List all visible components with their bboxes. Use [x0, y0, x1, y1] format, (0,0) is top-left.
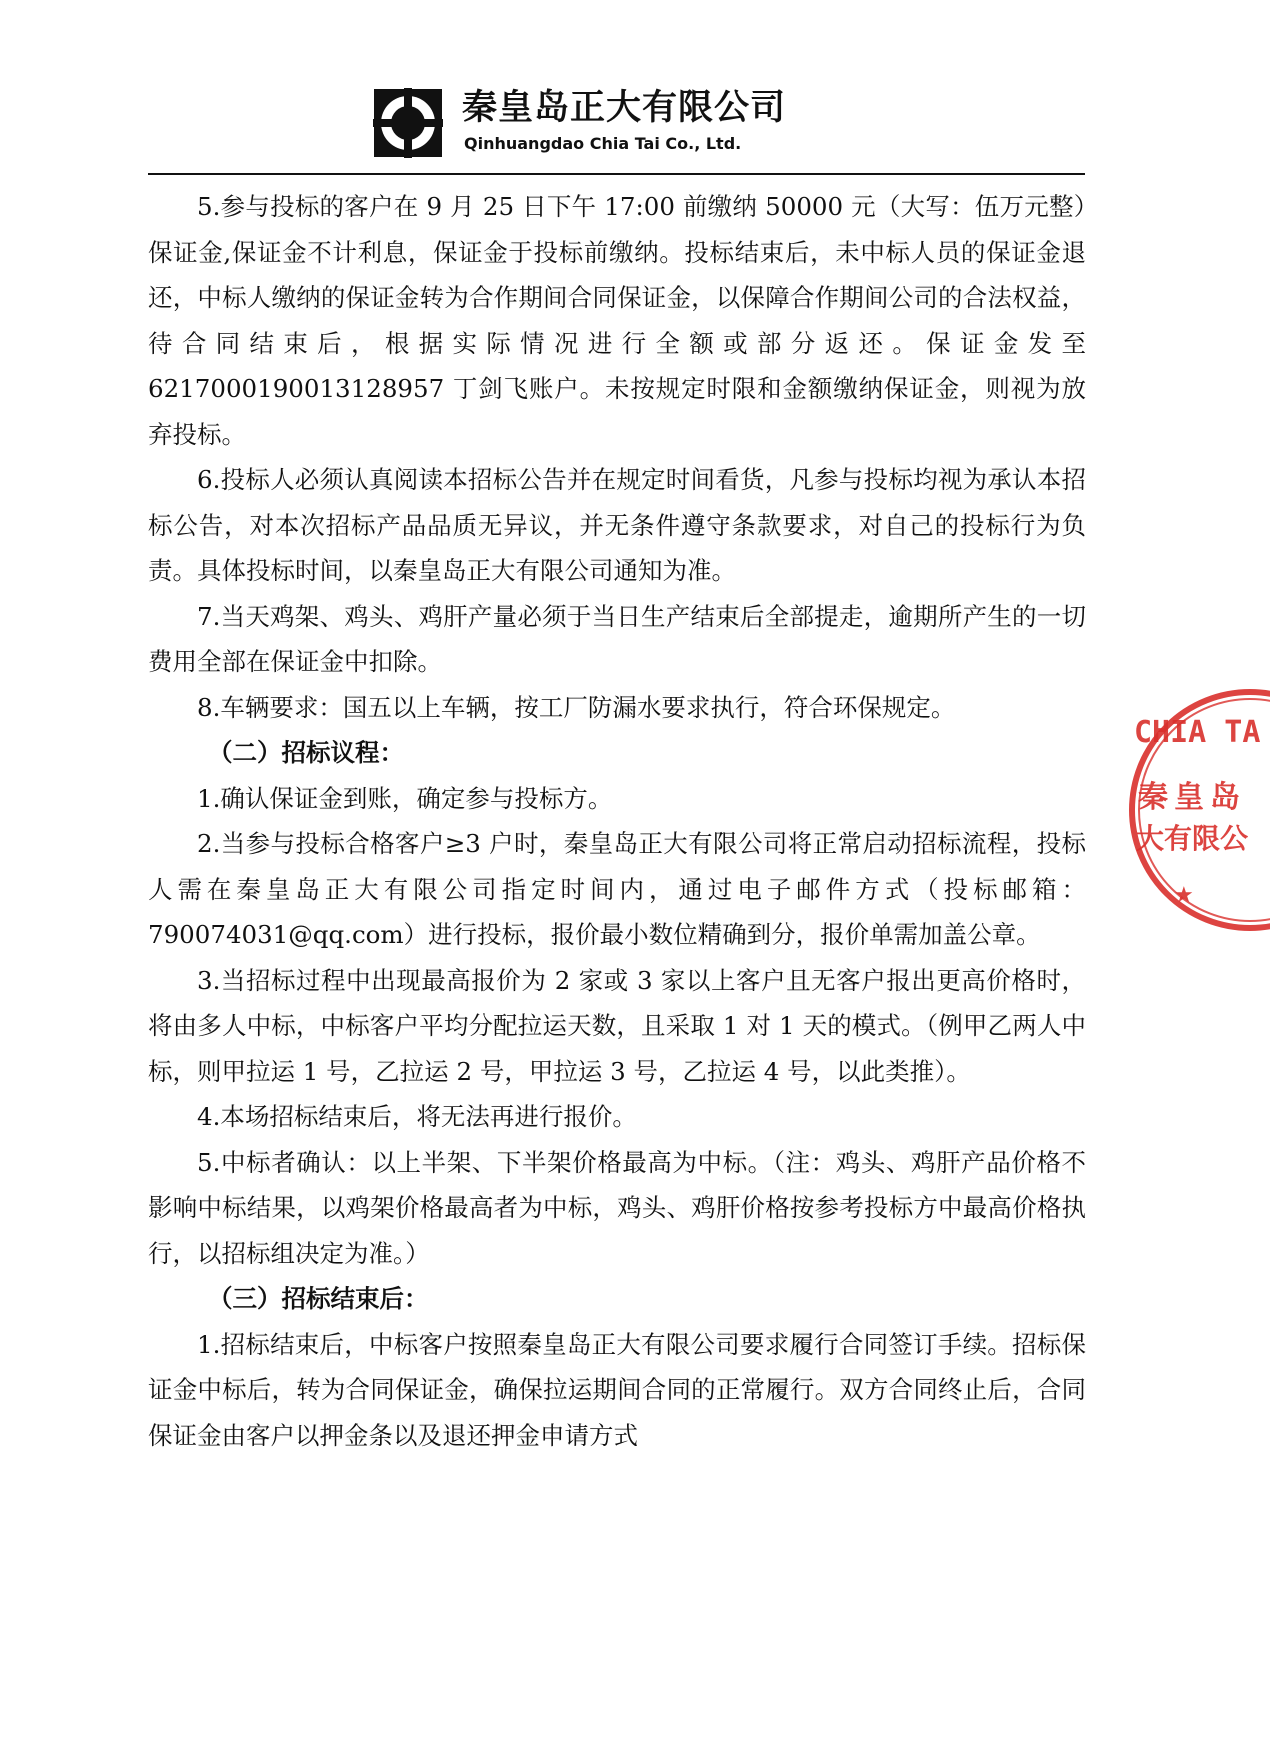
company-name-en: Qinhuangdao Chia Tai Co., Ltd.	[464, 134, 742, 153]
header-divider	[148, 173, 1085, 175]
paragraph-pickup: 7.当天鸡架、鸡头、鸡肝产量必须于当日生产结束后全部提走，逾期所产生的一切费用全部在保证金中扣除。	[148, 601, 1086, 676]
paragraph-agenda-5: 5.中标者确认：以上半架、下半架价格最高为中标。（注：鸡头、鸡肝产品价格不影响中标结果，以鸡架价格最高者为中标，鸡头、鸡肝价格按参考投标方中最高价格执行，以招标组决定为准。）	[148, 1147, 1086, 1268]
company-seal-stamp	[1120, 685, 1270, 935]
document-body	[148, 184, 1086, 1458]
section-heading-agenda: （二）招标议程：	[208, 738, 404, 767]
paragraph-agenda-3: 3.当招标过程中出现最高报价为 2 家或 3 家以上客户且无客户报出更高价格时，将由多人中标，中标客户平均分配拉运天数，且采取 1 对 1 天的模式。（例甲乙两人中标，则甲拉运 1 号，乙拉运 2 号，甲拉运 3 号，乙拉运 4 号，以此类推）。	[148, 965, 1086, 1086]
paragraph-deposit: 5.参与投标的客户在 9 月 25 日下午 17:00 前缴纳 50000 元（大写：伍万元整）保证金,保证金不计利息，保证金于投标前缴纳。投标结束后，未中标人员的保证金退还，中标人缴纳的保证金转为合作期间合同保证金，以保障合作期间公司的合法权益，待合同结束后，根据实际情况进行全额或部分返还。保证金发至 6217000190013128957 丁剑飞账户。未按规定时限和金额缴纳保证金，则视为放弃投标。	[148, 192, 1086, 449]
paragraph-agenda-4: 4.本场招标结束后，将无法再进行报价。	[197, 1102, 637, 1131]
chia-tai-logo-icon	[373, 88, 443, 158]
paragraph-agenda-2: 2.当参与投标合格客户≥3 户时，秦皇岛正大有限公司将正常启动招标流程，投标人需在秦皇岛正大有限公司指定时间内，通过电子邮件方式（投标邮箱：790074031@qq.com）进行投标，报价最小数位精确到分，报价单需加盖公章。	[148, 829, 1086, 949]
company-name-cn: 秦皇岛正大有限公司	[462, 88, 787, 128]
svg-text:大有限公: 大有限公	[1136, 822, 1249, 855]
paragraph-vehicle: 8.车辆要求：国五以上车辆，按工厂防漏水要求执行，符合环保规定。	[197, 692, 956, 722]
svg-text:秦皇岛: 秦皇岛	[1138, 780, 1246, 815]
letterhead	[0, 0, 1239, 180]
paragraph-bidder-obligations: 6.投标人必须认真阅读本招标公告并在规定时间看货，凡参与投标均视为承认本招标公告，对本次招标产品品质无异议，并无条件遵守条款要求，对自己的投标行为负责。具体投标时间，以秦皇岛正大有限公司通知为准。	[148, 465, 1086, 585]
paragraph-agenda-1: 1.确认保证金到账，确定参与投标方。	[197, 783, 613, 813]
paragraph-after-1: 1.招标结束后，中标客户按照秦皇岛正大有限公司要求履行合同签订手续。招标保证金中标后，转为合同保证金，确保拉运期间合同的正常履行。双方合同终止后，合同保证金由客户以押金条以及退还押金申请方式	[148, 1329, 1086, 1450]
star-icon: ★	[1174, 883, 1194, 908]
svg-text:CHIA TA: CHIA TA	[1134, 715, 1261, 750]
section-heading-after-bidding: （三）招标结束后：	[208, 1284, 429, 1313]
